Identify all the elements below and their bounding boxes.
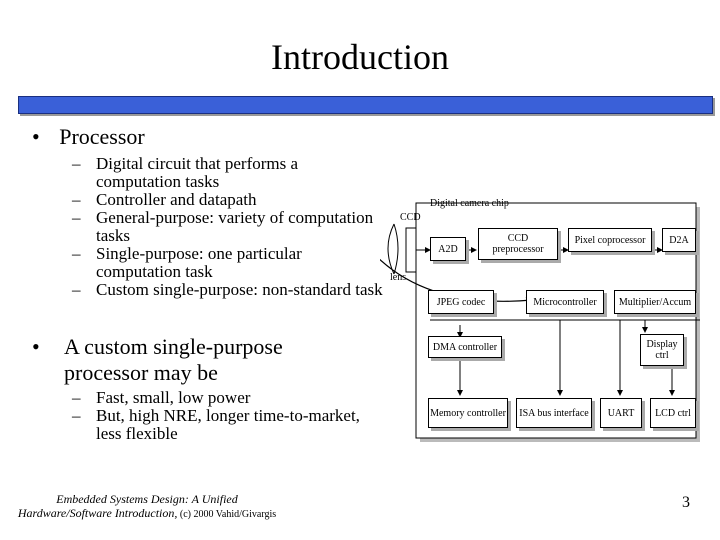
bullet-item: • Processor: [32, 124, 145, 149]
uart-block: UART: [600, 398, 642, 428]
sub-bullet: – General-purpose: variety of computation tasks: [72, 208, 374, 245]
d2a-block: D2A: [662, 228, 696, 252]
sub-bullet: – Digital circuit that performs a computation tasks: [72, 154, 299, 191]
sub-bullet-list: [72, 155, 383, 299]
slide-title: Introduction: [271, 37, 449, 77]
sub-bullet: – Fast, small, low power: [72, 388, 251, 407]
ccd-preprocessor-block: CCD preprocessor: [478, 228, 558, 260]
sub-bullet: – Controller and datapath: [72, 190, 257, 209]
camera-chip-diagram: [380, 190, 720, 450]
bullet-item: • A custom single-purpose processor may be: [32, 334, 283, 385]
page-number: 3: [682, 494, 690, 511]
bullet-dot-icon: •: [32, 124, 40, 149]
footer-citation: Embedded Systems Design: A Unified Hardware/Software Introduction, (c) 2000 Vahid/Givargis: [17, 492, 277, 520]
pixel-coprocessor-block: Pixel coprocessor: [568, 228, 652, 252]
a2d-block: A2D: [430, 237, 466, 261]
display-ctrl-block: Display ctrl: [640, 334, 684, 366]
sub-bullet: – Single-purpose: one particular computation task: [72, 244, 302, 281]
memory-controller-block: Memory controller: [428, 398, 508, 428]
dma-controller-block: DMA controller: [428, 336, 502, 358]
multiplier-accum-block: Multiplier/Accum: [614, 290, 696, 314]
sub-bullet-list: [72, 389, 360, 443]
isa-bus-interface-block: ISA bus interface: [516, 398, 592, 428]
microcontroller-block: Microcontroller: [526, 290, 604, 314]
jpeg-codec-block: JPEG codec: [428, 290, 494, 314]
sub-bullet: – But, high NRE, longer time-to-market, less flexible: [72, 406, 360, 443]
lens-label: lens: [390, 272, 407, 283]
bullet-dot-icon: •: [32, 334, 40, 359]
title-underline-bar: [18, 96, 713, 114]
ccd-label: CCD: [400, 212, 421, 223]
sub-bullet: – Custom single-purpose: non-standard task: [72, 280, 383, 299]
ccd-sensor: [406, 228, 416, 272]
chip-label: Digital camera chip: [430, 198, 509, 209]
lcd-ctrl-block: LCD ctrl: [650, 398, 696, 428]
